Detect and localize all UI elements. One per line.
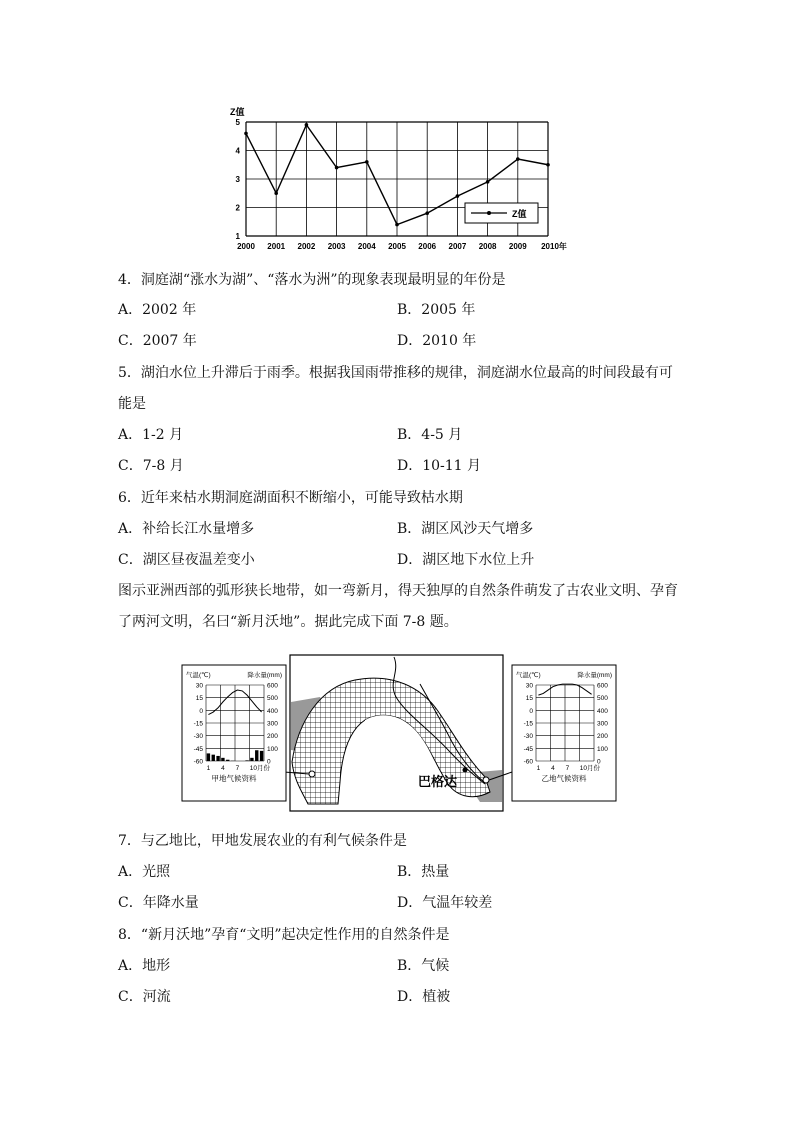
data-point [425,211,429,215]
precip-bar [245,760,248,761]
q7-option-d[interactable]: D．气温年较差 [397,895,493,911]
q6-option-c[interactable]: C．湖区昼夜温差变小 [118,552,255,568]
x-tick-label: 2002 [297,242,316,251]
precip-tick: 500 [267,695,278,703]
data-point [335,166,339,170]
y-tick-label: 3 [235,175,240,184]
precip-tick: 100 [597,745,608,753]
month-tick: 10月份 [249,765,271,772]
x-tick-label: 2004 [357,242,376,251]
question-6: 6．近年来枯水期洞庭湖面积不断缩小，可能导致枯水期 [118,490,463,506]
month-tick: 1 [206,765,211,772]
temp-tick: 15 [195,695,203,703]
q7-option-b[interactable]: B．热量 [397,864,450,880]
precip-tick: 300 [597,720,608,728]
q6-option-a[interactable]: A．补给长江水量增多 [118,521,255,537]
x-tick-label: 2003 [327,242,346,251]
baghdad-marker [463,768,468,773]
month-tick: 7 [235,765,240,772]
temp-tick: -45 [523,745,533,753]
temp-tick: 15 [525,695,533,703]
precip-bar [207,753,210,761]
q7-option-a[interactable]: A．光照 [118,864,171,880]
temp-tick: -30 [523,733,533,741]
precip-tick: 300 [267,720,278,728]
q5-option-a[interactable]: A．1-2 月 [118,427,184,443]
climate-chart-jia [182,665,286,801]
temp-tick: -30 [193,733,203,741]
chart-legend [465,203,538,223]
q8-option-a[interactable]: A．地形 [118,958,171,974]
q5-option-b[interactable]: B．4-5 月 [397,427,463,443]
y-tick-label: 2 [235,203,240,213]
question-5-line-2: 能是 [118,396,146,412]
precip-tick: 400 [267,707,278,715]
precip-tick: 0 [597,758,601,766]
temp-tick: 30 [195,682,203,690]
y-tick-label: 4 [235,146,240,156]
data-point [365,160,369,164]
month-tick: 10月份 [579,765,601,772]
intro-line-2: 了两河文明，名曰“新月沃地”。据此完成下面 7-8 题。 [118,614,458,630]
precip-bar [255,750,258,761]
month-tick: 4 [221,765,225,772]
question-5-line-1: 5．湖泊水位上升滞后于雨季。根据我国雨带推移的规律，洞庭湖水位最高的时间段最有可 [118,365,673,381]
precip-axis-label: 降水量(mm) [247,672,282,679]
precip-bar [221,758,224,761]
z-value-line-chart [226,103,576,255]
data-point [395,223,399,227]
fertile-crescent-map-figure [180,652,620,814]
q8-option-c[interactable]: C．河流 [118,989,171,1005]
precip-tick: 600 [267,682,278,690]
precip-tick: 600 [597,682,608,690]
x-tick-label: 2005 [388,242,406,251]
q7-option-c[interactable]: C．年降水量 [118,895,199,911]
data-point [305,123,309,127]
temp-tick: -15 [523,720,533,728]
precip-tick: 0 [267,758,271,766]
legend-label: Z值 [512,209,527,219]
climate-chart-yi [512,665,616,801]
data-point [456,194,460,198]
precip-bar [226,760,229,761]
x-tick-label: 2000 [237,242,255,251]
temp-tick: -60 [193,758,203,766]
q4-option-a[interactable]: A．2002 年 [118,302,197,318]
question-8: 8．“新月沃地”孕育“文明”起决定性作用的自然条件是 [118,927,450,943]
temp-tick: -15 [193,720,203,728]
x-tick-labels [237,241,567,251]
climate-caption: 甲地气候资料 [211,774,257,783]
precip-bar [212,755,215,761]
q8-option-d[interactable]: D．植被 [397,989,451,1005]
temp-tick: 0 [529,707,533,715]
x-tick-label: 2008 [478,242,497,251]
data-point [516,157,520,161]
data-point [244,132,248,136]
q4-option-d[interactable]: D．2010 年 [397,333,477,349]
q8-option-b[interactable]: B．气候 [397,958,450,974]
precip-tick: 400 [597,707,608,715]
map-panel [284,655,512,811]
baghdad-label: 巴格达 [418,774,458,789]
q6-option-d[interactable]: D．湖区地下水位上升 [397,552,535,568]
y-tick-label: 1 [235,232,240,241]
data-point [486,180,490,184]
precip-tick: 200 [267,733,278,741]
precip-bar [260,751,263,761]
y-tick-label: 5 [235,118,240,127]
q5-option-d[interactable]: D．10-11 月 [397,458,482,474]
q6-option-b[interactable]: B．湖区风沙天气增多 [397,521,534,537]
precip-bar [250,758,253,761]
temp-tick: -60 [523,758,533,766]
precip-axis-label: 降水量(mm) [577,672,612,679]
x-tick-label: 2009 [508,242,527,251]
x-tick-label: 2001 [267,242,286,251]
data-point [274,191,278,195]
precip-tick: 200 [597,733,608,741]
month-tick: 4 [551,765,555,772]
q4-option-b[interactable]: B．2005 年 [397,302,476,318]
q4-option-c[interactable]: C．2007 年 [118,333,197,349]
y-axis-label: Z值 [230,107,245,117]
temp-axis-label: 气温(℃) [516,672,541,679]
x-tick-label: 2007 [448,242,467,251]
q5-option-c[interactable]: C．7-8 月 [118,458,184,474]
question-7: 7．与乙地比，甲地发展农业的有利气候条件是 [118,833,407,849]
precip-tick: 500 [597,695,608,703]
temp-tick: 0 [199,707,203,715]
month-tick: 7 [565,765,570,772]
y-tick-labels [236,118,241,241]
precip-tick: 100 [267,745,278,753]
temp-tick: -45 [193,745,203,753]
climate-caption: 乙地气候资料 [541,774,587,783]
x-tick-label: 2010年 [541,242,567,251]
temp-axis-label: 气温(℃) [186,672,211,679]
x-tick-label: 2006 [418,242,437,251]
question-4: 4．洞庭湖“涨水为湖”、“落水为洲”的现象表现最明显的年份是 [118,272,506,288]
month-tick: 1 [536,765,541,772]
precip-bar [216,756,219,761]
data-point [546,163,550,167]
intro-line-1: 图示亚洲西部的弧形狭长地带，如一弯新月，得天独厚的自然条件萌发了古农业文明、孕育 [118,583,678,599]
temp-tick: 30 [525,682,533,690]
